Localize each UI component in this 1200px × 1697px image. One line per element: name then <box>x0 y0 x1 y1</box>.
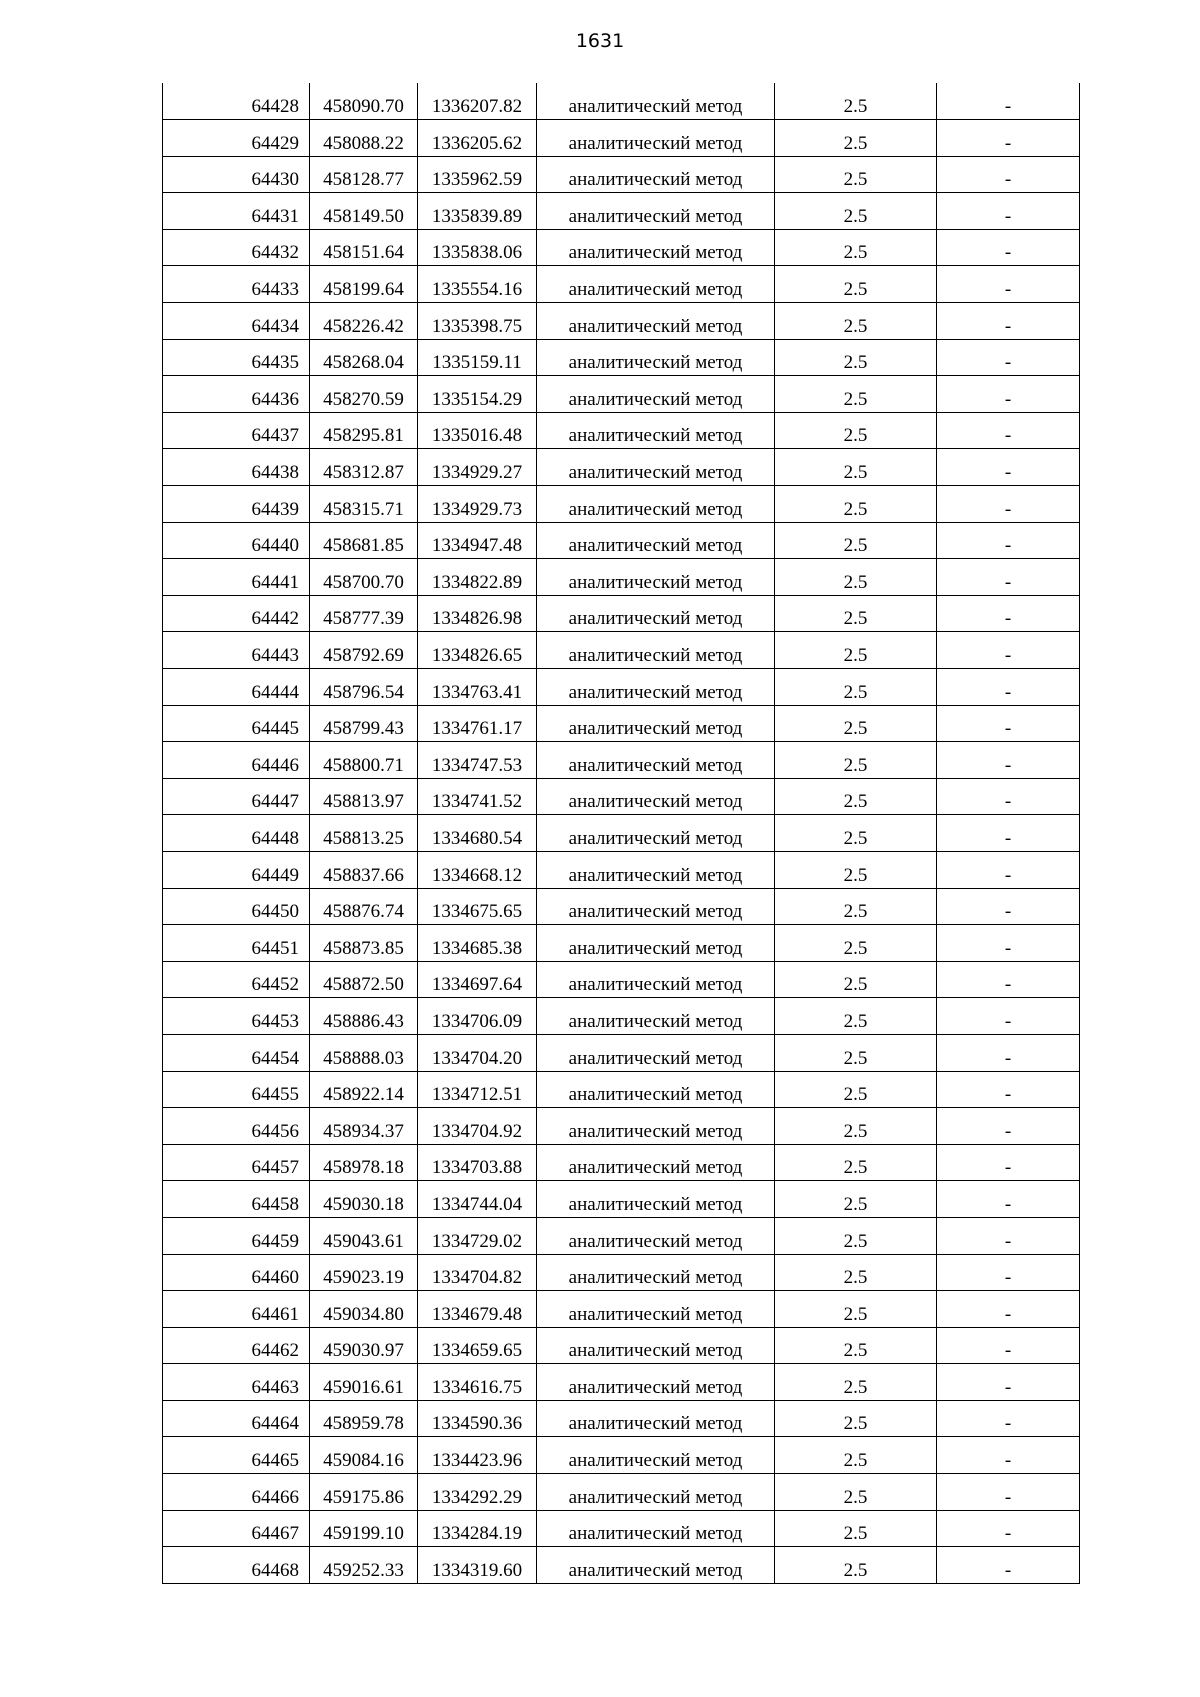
note-cell: - <box>937 522 1080 559</box>
method-cell: аналитический метод <box>537 229 775 266</box>
note-cell: - <box>937 961 1080 998</box>
method-cell: аналитический метод <box>537 632 775 669</box>
x-coordinate-cell: 459199.10 <box>310 1510 418 1547</box>
y-coordinate-cell: 1335154.29 <box>418 376 537 413</box>
table-row <box>163 156 1080 193</box>
note-cell: - <box>937 1254 1080 1291</box>
method-cell: аналитический метод <box>537 522 775 559</box>
x-coordinate-cell: 458226.42 <box>310 303 418 340</box>
note-cell: - <box>937 339 1080 376</box>
point-number-cell: 64440 <box>163 522 310 559</box>
accuracy-cell: 2.5 <box>775 961 937 998</box>
accuracy-cell: 2.5 <box>775 1364 937 1401</box>
accuracy-cell: 2.5 <box>775 83 937 120</box>
table-row <box>163 559 1080 596</box>
page-number: 1631 <box>575 30 625 52</box>
method-cell: аналитический метод <box>537 156 775 193</box>
table-row <box>163 1474 1080 1511</box>
y-coordinate-cell: 1334319.60 <box>418 1547 537 1584</box>
point-number-cell: 64455 <box>163 1071 310 1108</box>
note-cell: - <box>937 595 1080 632</box>
point-number-cell: 64431 <box>163 193 310 230</box>
point-number-cell: 64442 <box>163 595 310 632</box>
y-coordinate-cell: 1334729.02 <box>418 1217 537 1254</box>
note-cell: - <box>937 193 1080 230</box>
x-coordinate-cell: 458681.85 <box>310 522 418 559</box>
point-number-cell: 64461 <box>163 1291 310 1328</box>
y-coordinate-cell: 1334744.04 <box>418 1181 537 1218</box>
y-coordinate-cell: 1334704.20 <box>418 1034 537 1071</box>
x-coordinate-cell: 459175.86 <box>310 1474 418 1511</box>
method-cell: аналитический метод <box>537 266 775 303</box>
y-coordinate-cell: 1335398.75 <box>418 303 537 340</box>
point-number-cell: 64454 <box>163 1034 310 1071</box>
y-coordinate-cell: 1334747.53 <box>418 742 537 779</box>
note-cell: - <box>937 1034 1080 1071</box>
note-cell: - <box>937 1071 1080 1108</box>
y-coordinate-cell: 1335554.16 <box>418 266 537 303</box>
note-cell: - <box>937 1217 1080 1254</box>
note-cell: - <box>937 1547 1080 1584</box>
point-number-cell: 64433 <box>163 266 310 303</box>
table-row <box>163 83 1080 120</box>
table-row <box>163 961 1080 998</box>
point-number-cell: 64466 <box>163 1474 310 1511</box>
method-cell: аналитический метод <box>537 705 775 742</box>
note-cell: - <box>937 1108 1080 1145</box>
x-coordinate-cell: 458128.77 <box>310 156 418 193</box>
x-coordinate-cell: 459034.80 <box>310 1291 418 1328</box>
point-number-cell: 64458 <box>163 1181 310 1218</box>
point-number-cell: 64464 <box>163 1400 310 1437</box>
accuracy-cell: 2.5 <box>775 193 937 230</box>
point-number-cell: 64429 <box>163 120 310 157</box>
table-row <box>163 595 1080 632</box>
accuracy-cell: 2.5 <box>775 669 937 706</box>
y-coordinate-cell: 1334706.09 <box>418 998 537 1035</box>
x-coordinate-cell: 458813.25 <box>310 815 418 852</box>
table-row <box>163 705 1080 742</box>
point-number-cell: 64448 <box>163 815 310 852</box>
point-number-cell: 64428 <box>163 83 310 120</box>
y-coordinate-cell: 1334659.65 <box>418 1327 537 1364</box>
accuracy-cell: 2.5 <box>775 851 937 888</box>
table-row <box>163 1327 1080 1364</box>
y-coordinate-cell: 1335962.59 <box>418 156 537 193</box>
method-cell: аналитический метод <box>537 1181 775 1218</box>
note-cell: - <box>937 888 1080 925</box>
method-cell: аналитический метод <box>537 1108 775 1145</box>
table-row <box>163 339 1080 376</box>
x-coordinate-cell: 459252.33 <box>310 1547 418 1584</box>
table-row <box>163 1510 1080 1547</box>
y-coordinate-cell: 1334741.52 <box>418 778 537 815</box>
method-cell: аналитический метод <box>537 1547 775 1584</box>
note-cell: - <box>937 742 1080 779</box>
point-number-cell: 64457 <box>163 1144 310 1181</box>
y-coordinate-cell: 1334685.38 <box>418 925 537 962</box>
accuracy-cell: 2.5 <box>775 1108 937 1145</box>
point-number-cell: 64453 <box>163 998 310 1035</box>
method-cell: аналитический метод <box>537 1034 775 1071</box>
table-row <box>163 925 1080 962</box>
note-cell: - <box>937 1400 1080 1437</box>
y-coordinate-cell: 1334284.19 <box>418 1510 537 1547</box>
table-row <box>163 303 1080 340</box>
point-number-cell: 64459 <box>163 1217 310 1254</box>
method-cell: аналитический метод <box>537 1217 775 1254</box>
x-coordinate-cell: 458149.50 <box>310 193 418 230</box>
method-cell: аналитический метод <box>537 486 775 523</box>
method-cell: аналитический метод <box>537 1437 775 1474</box>
y-coordinate-cell: 1334947.48 <box>418 522 537 559</box>
x-coordinate-cell: 458312.87 <box>310 449 418 486</box>
table-row <box>163 412 1080 449</box>
method-cell: аналитический метод <box>537 1510 775 1547</box>
method-cell: аналитический метод <box>537 1071 775 1108</box>
accuracy-cell: 2.5 <box>775 925 937 962</box>
accuracy-cell: 2.5 <box>775 376 937 413</box>
point-number-cell: 64446 <box>163 742 310 779</box>
x-coordinate-cell: 458873.85 <box>310 925 418 962</box>
x-coordinate-cell: 458700.70 <box>310 559 418 596</box>
x-coordinate-cell: 458978.18 <box>310 1144 418 1181</box>
point-number-cell: 64438 <box>163 449 310 486</box>
point-number-cell: 64462 <box>163 1327 310 1364</box>
accuracy-cell: 2.5 <box>775 778 937 815</box>
accuracy-cell: 2.5 <box>775 1144 937 1181</box>
table-row <box>163 778 1080 815</box>
y-coordinate-cell: 1334680.54 <box>418 815 537 852</box>
method-cell: аналитический метод <box>537 925 775 962</box>
accuracy-cell: 2.5 <box>775 303 937 340</box>
x-coordinate-cell: 458151.64 <box>310 229 418 266</box>
y-coordinate-cell: 1334929.27 <box>418 449 537 486</box>
method-cell: аналитический метод <box>537 1364 775 1401</box>
x-coordinate-cell: 458199.64 <box>310 266 418 303</box>
method-cell: аналитический метод <box>537 376 775 413</box>
table-row <box>163 522 1080 559</box>
point-number-cell: 64437 <box>163 412 310 449</box>
note-cell: - <box>937 449 1080 486</box>
table-row <box>163 376 1080 413</box>
accuracy-cell: 2.5 <box>775 486 937 523</box>
method-cell: аналитический метод <box>537 815 775 852</box>
x-coordinate-cell: 458315.71 <box>310 486 418 523</box>
x-coordinate-cell: 458922.14 <box>310 1071 418 1108</box>
accuracy-cell: 2.5 <box>775 1291 937 1328</box>
method-cell: аналитический метод <box>537 339 775 376</box>
method-cell: аналитический метод <box>537 742 775 779</box>
y-coordinate-cell: 1335016.48 <box>418 412 537 449</box>
coordinates-table-container <box>162 83 1079 1584</box>
accuracy-cell: 2.5 <box>775 412 937 449</box>
x-coordinate-cell: 458088.22 <box>310 120 418 157</box>
table-row <box>163 1437 1080 1474</box>
y-coordinate-cell: 1334712.51 <box>418 1071 537 1108</box>
accuracy-cell: 2.5 <box>775 559 937 596</box>
table-row <box>163 1254 1080 1291</box>
note-cell: - <box>937 1291 1080 1328</box>
y-coordinate-cell: 1334423.96 <box>418 1437 537 1474</box>
method-cell: аналитический метод <box>537 1400 775 1437</box>
x-coordinate-cell: 458295.81 <box>310 412 418 449</box>
coordinates-table-body <box>163 83 1080 1583</box>
point-number-cell: 64445 <box>163 705 310 742</box>
table-row <box>163 266 1080 303</box>
y-coordinate-cell: 1334590.36 <box>418 1400 537 1437</box>
note-cell: - <box>937 83 1080 120</box>
accuracy-cell: 2.5 <box>775 1400 937 1437</box>
point-number-cell: 64436 <box>163 376 310 413</box>
y-coordinate-cell: 1334826.65 <box>418 632 537 669</box>
x-coordinate-cell: 458270.59 <box>310 376 418 413</box>
x-coordinate-cell: 458886.43 <box>310 998 418 1035</box>
note-cell: - <box>937 705 1080 742</box>
x-coordinate-cell: 459043.61 <box>310 1217 418 1254</box>
method-cell: аналитический метод <box>537 559 775 596</box>
accuracy-cell: 2.5 <box>775 1547 937 1584</box>
accuracy-cell: 2.5 <box>775 705 937 742</box>
y-coordinate-cell: 1334292.29 <box>418 1474 537 1511</box>
accuracy-cell: 2.5 <box>775 632 937 669</box>
y-coordinate-cell: 1335839.89 <box>418 193 537 230</box>
y-coordinate-cell: 1335838.06 <box>418 229 537 266</box>
accuracy-cell: 2.5 <box>775 1254 937 1291</box>
accuracy-cell: 2.5 <box>775 888 937 925</box>
point-number-cell: 64451 <box>163 925 310 962</box>
point-number-cell: 64460 <box>163 1254 310 1291</box>
table-row <box>163 120 1080 157</box>
y-coordinate-cell: 1336207.82 <box>418 83 537 120</box>
x-coordinate-cell: 458959.78 <box>310 1400 418 1437</box>
x-coordinate-cell: 458800.71 <box>310 742 418 779</box>
point-number-cell: 64435 <box>163 339 310 376</box>
point-number-cell: 64444 <box>163 669 310 706</box>
table-row <box>163 632 1080 669</box>
accuracy-cell: 2.5 <box>775 449 937 486</box>
accuracy-cell: 2.5 <box>775 1217 937 1254</box>
y-coordinate-cell: 1334697.64 <box>418 961 537 998</box>
accuracy-cell: 2.5 <box>775 266 937 303</box>
note-cell: - <box>937 156 1080 193</box>
table-row <box>163 1400 1080 1437</box>
point-number-cell: 64452 <box>163 961 310 998</box>
x-coordinate-cell: 458876.74 <box>310 888 418 925</box>
accuracy-cell: 2.5 <box>775 339 937 376</box>
x-coordinate-cell: 458268.04 <box>310 339 418 376</box>
table-row <box>163 998 1080 1035</box>
note-cell: - <box>937 559 1080 596</box>
method-cell: аналитический метод <box>537 449 775 486</box>
point-number-cell: 64456 <box>163 1108 310 1145</box>
accuracy-cell: 2.5 <box>775 156 937 193</box>
note-cell: - <box>937 669 1080 706</box>
table-row <box>163 193 1080 230</box>
note-cell: - <box>937 815 1080 852</box>
accuracy-cell: 2.5 <box>775 1034 937 1071</box>
y-coordinate-cell: 1334703.88 <box>418 1144 537 1181</box>
accuracy-cell: 2.5 <box>775 1510 937 1547</box>
method-cell: аналитический метод <box>537 120 775 157</box>
note-cell: - <box>937 412 1080 449</box>
note-cell: - <box>937 120 1080 157</box>
y-coordinate-cell: 1334616.75 <box>418 1364 537 1401</box>
y-coordinate-cell: 1334704.92 <box>418 1108 537 1145</box>
method-cell: аналитический метод <box>537 851 775 888</box>
x-coordinate-cell: 458777.39 <box>310 595 418 632</box>
x-coordinate-cell: 458934.37 <box>310 1108 418 1145</box>
table-row <box>163 229 1080 266</box>
x-coordinate-cell: 458799.43 <box>310 705 418 742</box>
note-cell: - <box>937 1181 1080 1218</box>
note-cell: - <box>937 1327 1080 1364</box>
accuracy-cell: 2.5 <box>775 998 937 1035</box>
point-number-cell: 64449 <box>163 851 310 888</box>
x-coordinate-cell: 458796.54 <box>310 669 418 706</box>
y-coordinate-cell: 1334761.17 <box>418 705 537 742</box>
method-cell: аналитический метод <box>537 961 775 998</box>
note-cell: - <box>937 778 1080 815</box>
method-cell: аналитический метод <box>537 1291 775 1328</box>
method-cell: аналитический метод <box>537 83 775 120</box>
table-row <box>163 486 1080 523</box>
point-number-cell: 64434 <box>163 303 310 340</box>
note-cell: - <box>937 1437 1080 1474</box>
method-cell: аналитический метод <box>537 888 775 925</box>
note-cell: - <box>937 1510 1080 1547</box>
note-cell: - <box>937 632 1080 669</box>
method-cell: аналитический метод <box>537 412 775 449</box>
accuracy-cell: 2.5 <box>775 595 937 632</box>
table-row <box>163 1071 1080 1108</box>
note-cell: - <box>937 1474 1080 1511</box>
method-cell: аналитический метод <box>537 595 775 632</box>
note-cell: - <box>937 229 1080 266</box>
note-cell: - <box>937 998 1080 1035</box>
point-number-cell: 64468 <box>163 1547 310 1584</box>
method-cell: аналитический метод <box>537 998 775 1035</box>
x-coordinate-cell: 459030.18 <box>310 1181 418 1218</box>
accuracy-cell: 2.5 <box>775 742 937 779</box>
point-number-cell: 64467 <box>163 1510 310 1547</box>
table-row <box>163 449 1080 486</box>
table-row <box>163 888 1080 925</box>
method-cell: аналитический метод <box>537 1254 775 1291</box>
y-coordinate-cell: 1334704.82 <box>418 1254 537 1291</box>
method-cell: аналитический метод <box>537 1474 775 1511</box>
method-cell: аналитический метод <box>537 1327 775 1364</box>
method-cell: аналитический метод <box>537 778 775 815</box>
coordinates-table <box>162 83 1080 1584</box>
point-number-cell: 64450 <box>163 888 310 925</box>
x-coordinate-cell: 458813.97 <box>310 778 418 815</box>
y-coordinate-cell: 1336205.62 <box>418 120 537 157</box>
point-number-cell: 64430 <box>163 156 310 193</box>
x-coordinate-cell: 458090.70 <box>310 83 418 120</box>
x-coordinate-cell: 458792.69 <box>310 632 418 669</box>
table-row <box>163 1547 1080 1584</box>
x-coordinate-cell: 458837.66 <box>310 851 418 888</box>
method-cell: аналитический метод <box>537 1144 775 1181</box>
table-row <box>163 1181 1080 1218</box>
note-cell: - <box>937 851 1080 888</box>
y-coordinate-cell: 1334679.48 <box>418 1291 537 1328</box>
note-cell: - <box>937 486 1080 523</box>
table-row <box>163 1364 1080 1401</box>
accuracy-cell: 2.5 <box>775 1437 937 1474</box>
table-row <box>163 669 1080 706</box>
y-coordinate-cell: 1334668.12 <box>418 851 537 888</box>
x-coordinate-cell: 458888.03 <box>310 1034 418 1071</box>
x-coordinate-cell: 458872.50 <box>310 961 418 998</box>
point-number-cell: 64432 <box>163 229 310 266</box>
method-cell: аналитический метод <box>537 669 775 706</box>
accuracy-cell: 2.5 <box>775 1474 937 1511</box>
note-cell: - <box>937 266 1080 303</box>
x-coordinate-cell: 459023.19 <box>310 1254 418 1291</box>
point-number-cell: 64443 <box>163 632 310 669</box>
note-cell: - <box>937 1364 1080 1401</box>
point-number-cell: 64441 <box>163 559 310 596</box>
point-number-cell: 64465 <box>163 1437 310 1474</box>
y-coordinate-cell: 1334929.73 <box>418 486 537 523</box>
table-row <box>163 1034 1080 1071</box>
table-row <box>163 1291 1080 1328</box>
y-coordinate-cell: 1335159.11 <box>418 339 537 376</box>
table-row <box>163 815 1080 852</box>
x-coordinate-cell: 459016.61 <box>310 1364 418 1401</box>
point-number-cell: 64463 <box>163 1364 310 1401</box>
table-row <box>163 742 1080 779</box>
accuracy-cell: 2.5 <box>775 120 937 157</box>
method-cell: аналитический метод <box>537 303 775 340</box>
x-coordinate-cell: 459030.97 <box>310 1327 418 1364</box>
accuracy-cell: 2.5 <box>775 815 937 852</box>
note-cell: - <box>937 925 1080 962</box>
table-row <box>163 1217 1080 1254</box>
note-cell: - <box>937 1144 1080 1181</box>
table-row <box>163 851 1080 888</box>
y-coordinate-cell: 1334675.65 <box>418 888 537 925</box>
accuracy-cell: 2.5 <box>775 1327 937 1364</box>
accuracy-cell: 2.5 <box>775 229 937 266</box>
note-cell: - <box>937 303 1080 340</box>
point-number-cell: 64447 <box>163 778 310 815</box>
table-row <box>163 1144 1080 1181</box>
table-row <box>163 1108 1080 1145</box>
y-coordinate-cell: 1334763.41 <box>418 669 537 706</box>
y-coordinate-cell: 1334826.98 <box>418 595 537 632</box>
accuracy-cell: 2.5 <box>775 1071 937 1108</box>
accuracy-cell: 2.5 <box>775 1181 937 1218</box>
x-coordinate-cell: 459084.16 <box>310 1437 418 1474</box>
method-cell: аналитический метод <box>537 193 775 230</box>
accuracy-cell: 2.5 <box>775 522 937 559</box>
note-cell: - <box>937 376 1080 413</box>
y-coordinate-cell: 1334822.89 <box>418 559 537 596</box>
point-number-cell: 64439 <box>163 486 310 523</box>
